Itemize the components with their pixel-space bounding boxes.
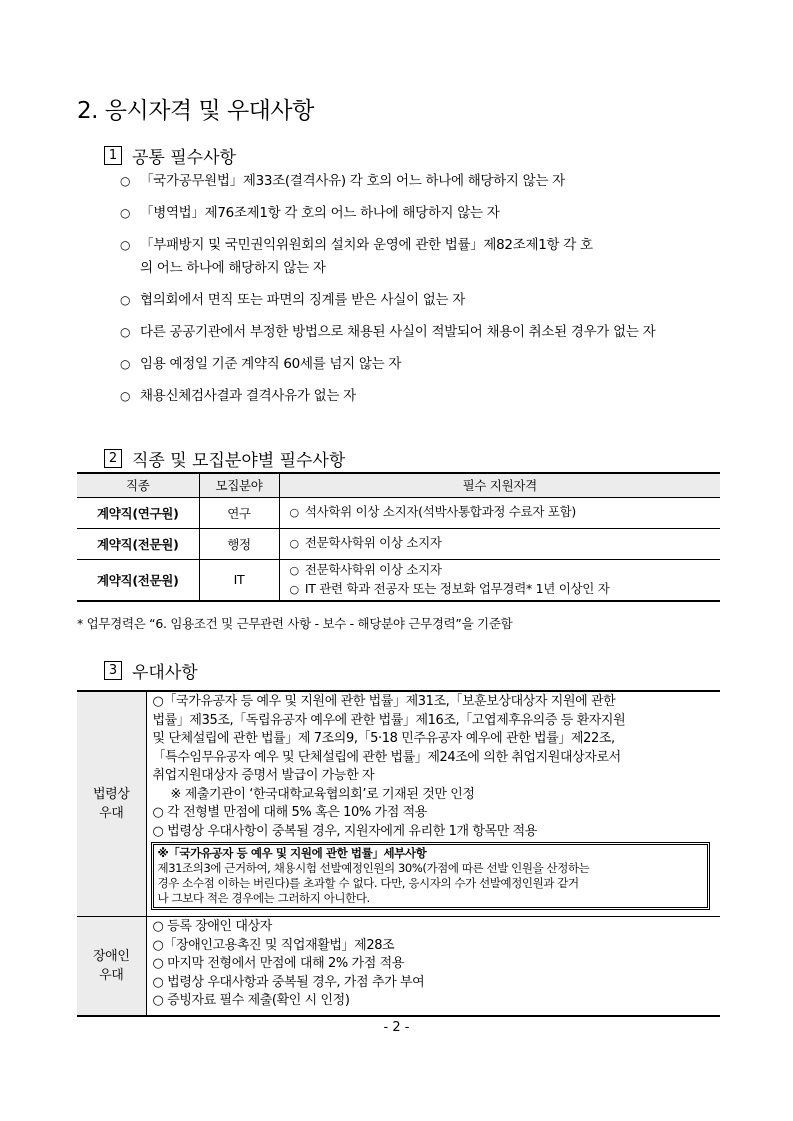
- qualification-text: IT 관련 학과 전공자 또는 정보화 업무경력* 1년 이상인 자: [304, 580, 610, 596]
- section1-number: 1: [104, 146, 122, 165]
- preference-table: [77, 690, 720, 1017]
- table-header: 모집분야: [199, 473, 279, 497]
- content-line: 및 단체설립에 관한 법률」제 7조의9,「5·18 민주유공자 예우에 관한 법률」제22조,: [152, 731, 615, 746]
- content-line: ○ 등록 장애인 대상자: [152, 919, 272, 934]
- content-line: ○ 법령상 우대사항과 중복될 경우, 가점 추가 부여: [152, 974, 425, 990]
- table-row: [77, 497, 720, 528]
- circle-bullet-icon: ○: [289, 537, 299, 550]
- qualification-cell: [279, 497, 720, 528]
- content-line: 법률」제35조,「독립유공자 예우에 관한 법률」제16조,「고엽제후유의증 등 환자지원: [152, 712, 626, 728]
- label-line: 우대: [99, 967, 124, 983]
- detail-box-line: 제31조의3에 근거하여, 채용시험 선발예정인원의 30%(가점에 따른 선발 인원을 산정하는: [157, 861, 590, 875]
- circle-bullet-icon: ○: [289, 582, 299, 596]
- circle-bullet-icon: ○: [289, 563, 299, 577]
- list-item: ○ 임용 예정일 기준 계약직 60세를 넘지 않는 자: [120, 353, 725, 376]
- job-type-cell: 계약직(전문원): [77, 528, 199, 559]
- content-line: ○ 증빙자료 필수 제출(확인 시 인정): [152, 993, 350, 1008]
- section2-number: 2: [104, 449, 122, 468]
- label-line: 법령상: [93, 787, 130, 802]
- content-line: ○ 법령상 우대사항이 중복될 경우, 지원자에게 유리한 1개 항목만 적용: [152, 823, 537, 839]
- legal-preference-label: [77, 691, 146, 917]
- content-line: ○「국가유공자 등 예우 및 지원에 관한 법률」제31조,「보훈보상대상자 지원에 관한: [152, 694, 616, 709]
- table-header: 직종: [77, 473, 199, 497]
- list-item: ○ 다른 공공기관에서 부정한 방법으로 채용된 사실이 적발되어 채용이 취소된 경우가 없는 자: [120, 321, 725, 344]
- list-item: ○ 협의회에서 면직 또는 파면의 징계를 받은 사실이 없는 자: [120, 289, 725, 312]
- qualification-cell: [279, 559, 720, 601]
- detail-box-line: 나 그보다 적은 경우에는 그러하지 아니한다.: [157, 891, 370, 905]
- field-cell: 행정: [199, 528, 279, 559]
- table-row: [77, 691, 720, 917]
- detail-box-line: 경우 소수점 이하는 버린다)를 초과할 수 없다. 다만, 응시자의 수가 선발예정인원과 같거: [157, 876, 579, 890]
- disabled-preference-content: [146, 917, 720, 1016]
- detail-box: [153, 844, 709, 908]
- content-line: ○ 마지막 전형에서 만점에 대해 2% 가점 적용: [152, 956, 404, 971]
- table-row: [77, 528, 720, 559]
- label-line: 우대: [99, 806, 124, 821]
- page-number: - 2 -: [383, 1020, 410, 1035]
- list-item-continuation: 의 어느 하나에 해당하지 않는 자: [140, 260, 326, 276]
- section1-title: [104, 143, 236, 168]
- legal-preference-content: [146, 691, 720, 917]
- qualification-text: 전문학사학위 이상 소지자: [304, 535, 442, 550]
- field-cell: IT: [199, 559, 279, 601]
- list-item: ○ 「병역법」제76조제1항 각 호의 어느 하나에 해당하지 않는 자: [120, 202, 725, 225]
- section1-title-text: 공통 필수사항: [132, 148, 236, 168]
- section3-number: 3: [104, 661, 122, 680]
- list-item: ○ 채용신체검사결과 결격사유가 없는 자: [120, 385, 725, 408]
- section2-title: [104, 446, 345, 471]
- page-heading: 2. 응시자격 및 우대사항: [77, 98, 314, 124]
- requirements-table: [77, 472, 720, 602]
- list-item: ○ 「부패방지 및 국민권익위원회의 설치와 운영에 관한 법률」제82조제1항 각 호: [120, 234, 725, 257]
- section3-title: [104, 658, 198, 683]
- table-row: [77, 559, 720, 601]
- job-type-cell: 계약직(연구원): [77, 497, 199, 528]
- content-line: ○ 각 전형별 만점에 대해 5% 혹은 10% 가점 적용: [152, 805, 427, 820]
- qualification-text: 전문학사학위 이상 소지자: [304, 561, 442, 577]
- job-type-cell: 계약직(전문원): [77, 559, 199, 601]
- section2-title-text: 직종 및 모집분야별 필수사항: [132, 451, 346, 471]
- label-line: 장애인: [93, 948, 130, 964]
- content-line: 취업지원대상자 증명서 발급이 가능한 자: [152, 768, 375, 783]
- footnote: * 업무경력은 “6. 임용조건 및 근무관련 사항 - 보수 - 해당분야 근무경력”을 기준함: [77, 616, 513, 631]
- table-row: [77, 917, 720, 1016]
- field-cell: 연구: [199, 497, 279, 528]
- content-line: ※ 제출기관이 ‘한국대학교육협의회’로 기재된 것만 인정: [170, 786, 475, 802]
- content-line: 「특수임무유공자 예우 및 단체설립에 관한 법률」제24조에 의한 취업지원대상자로서: [152, 749, 621, 765]
- disabled-preference-label: [77, 917, 146, 1016]
- circle-bullet-icon: ○: [289, 506, 299, 519]
- section3-title-text: 우대사항: [132, 663, 198, 683]
- list-item: ○ 「국가공무원법」제33조(결격사유) 각 호의 어느 하나에 해당하지 않는 자: [120, 170, 725, 193]
- table-header: 필수 지원자격: [279, 473, 720, 497]
- content-line: ○「장애인고용촉진 및 직업재활법」제28조: [152, 937, 395, 953]
- detail-box-title: ※「국가유공자 등 예우 및 지원에 관한 법률」세부사항: [157, 846, 427, 860]
- qualification-text: 석사학위 이상 소지자(석박사통합과정 수료자 포함): [304, 504, 576, 519]
- qualification-cell: [279, 528, 720, 559]
- common-requirements-list: [120, 170, 725, 408]
